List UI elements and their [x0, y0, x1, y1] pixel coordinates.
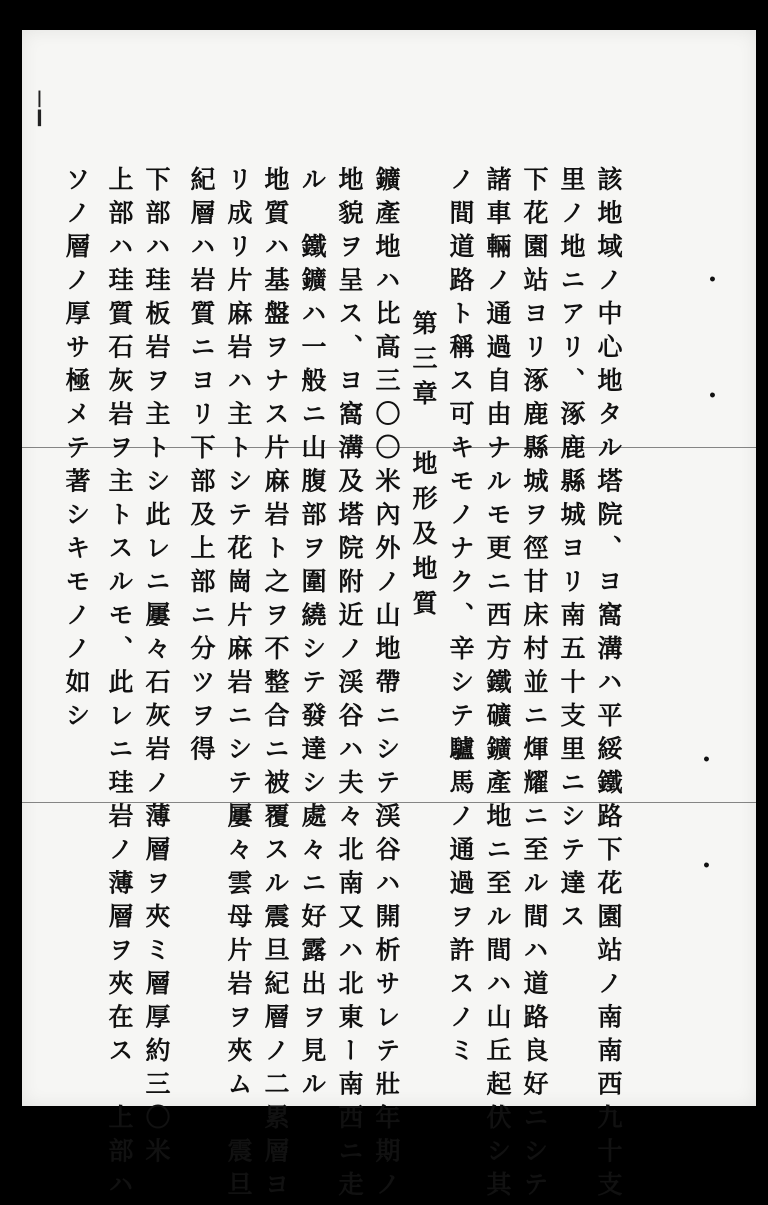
document-page — [22, 30, 756, 1205]
text-column: 下部ハ珪板岩ヲ主トシ此レニ屢々石灰岩ノ薄層ヲ夾ミ層厚約三〇米 — [142, 166, 171, 1171]
text-column: ノ間道路ト稱ス可キモノナク、辛シテ驢馬ノ通過ヲ許スノミ — [446, 166, 475, 1071]
corner-mark: ❘❙ — [30, 88, 49, 126]
text-column: 諸車輛ノ通過自由ナルモ更ニ西方鐵礦鑛產地ニ至ル間ハ山丘起伏シ其 — [483, 166, 512, 1205]
edge-dot: • — [708, 388, 717, 404]
text-column: ソノ層ノ厚サ極メテ著シキモノノ如シ — [62, 166, 91, 736]
edge-dot: • — [708, 272, 717, 288]
text-column: 該地域ノ中心地タル塔院、ヨ窩溝ハ平綏鐵路下花園站ノ南南西九十支 — [594, 166, 623, 1205]
text-column: 上部ハ珪質石灰岩ヲ主トスルモ、此レニ珪岩ノ薄層ヲ夾在ス 上部ハ — [105, 166, 134, 1205]
edge-dot: • — [702, 858, 711, 874]
text-column: 里ノ地ニアリ、涿鹿縣城ヨリ南五十支里ニシテ達ス — [557, 166, 586, 937]
text-column: 下花園站ヨリ涿鹿縣城ヲ徑甘床村並ニ煇耀ニ至ル間ハ道路良好ニシテ — [520, 166, 549, 1205]
text-column: 地質ハ基盤ヲナス片麻岩ト之ヲ不整合ニ被覆スル震旦紀層ノ二累層ヨ — [261, 166, 290, 1205]
text-column: 地貌ヲ呈ス、ヨ窩溝及塔院附近ノ渓谷ハ夫々北南又ハ北東ー南西ニ走 — [335, 166, 364, 1205]
text-column: 鑛產地ハ比高三〇〇米內外ノ山地帶ニシテ渓谷ハ開析サレテ壯年期ノ — [372, 166, 401, 1205]
edge-dot: • — [702, 752, 711, 768]
text-column: リ成リ片麻岩ハ主トシテ花崗片麻岩ニシテ屢々雲母片岩ヲ夾ム 震旦 — [224, 166, 253, 1205]
chapter-heading: 第三章 地形及地質 — [409, 310, 438, 625]
text-column: 紀層ハ岩質ニヨリ下部及上部ニ分ツヲ得 — [187, 166, 216, 769]
text-column: ル 鐵鑛ハ一般ニ山腹部ヲ圍繞シテ發達シ處々ニ好露出ヲ見ル — [298, 166, 327, 1104]
